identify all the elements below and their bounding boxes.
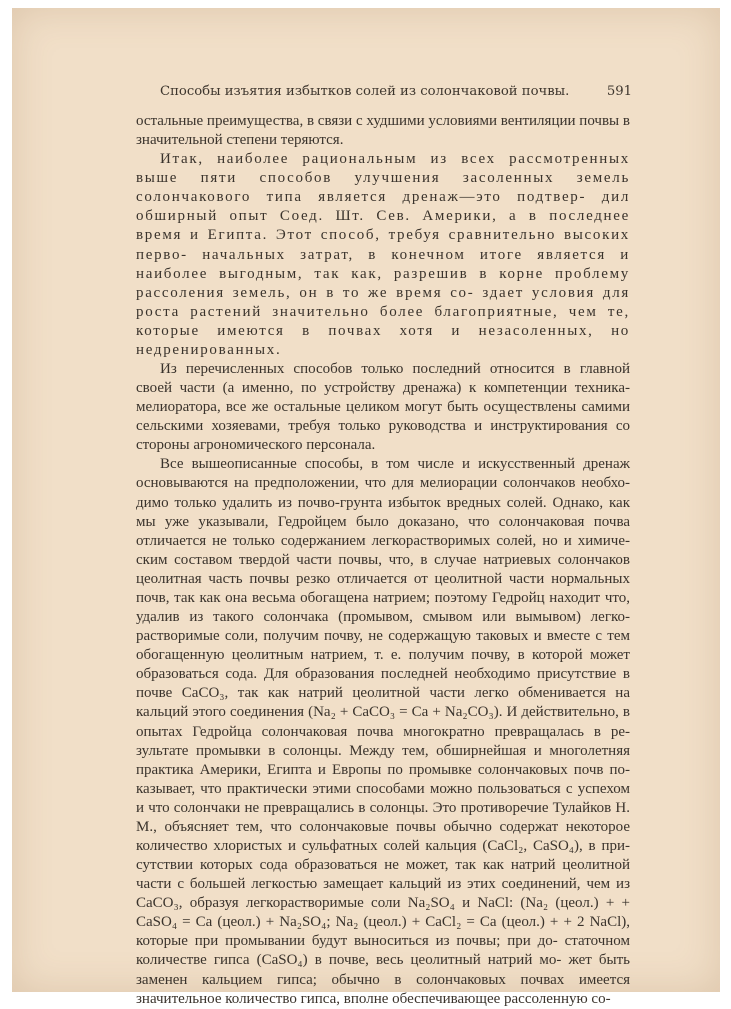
text-line: зультате промывки в солонцы. Между тем, обширнейшая и многолетняя	[136, 742, 630, 759]
text-line: Все вышеописанные способы, в том числе и искусственный дренаж	[160, 456, 630, 473]
text-line: выше пяти способов улучшения засоленных земель	[136, 170, 630, 187]
text-line: растворимые соли, получим почву, не содержащую таковых и вместе с тем	[136, 628, 630, 645]
text-line: Н. М., объясняет тем, что солончаковые почвы обычно содержат некоторое	[136, 799, 631, 835]
page-number: 591	[606, 84, 632, 99]
text-line: своей части (а именно, по устройству дренажа) к компетенции техника-	[136, 380, 630, 397]
text-line: в значительной степени теряются.	[136, 113, 630, 149]
text-line: как, разрешив в корне проблему рассоления земель, он в то же время со-	[136, 265, 630, 301]
text-line: дил обширный опыт Соед. Шт. Сев. Америки, а в последнее	[136, 189, 631, 225]
text-line: остальные преимущества, в связи с худшими условиями вентиляции почвы	[136, 113, 620, 129]
text-line: обогащенную цеолитным натрием, т. е. получим почву, в которой может	[136, 647, 630, 664]
text-line: ским составом твердой части почвы, что, в случае натриевых солончаков	[136, 551, 630, 568]
text-line: начальных затрат, в конечном итоге является и наиболее выгодным, так	[136, 246, 630, 282]
text-line: и что солончаки не превращались в солонцы. Это противоречие Тулайков	[136, 799, 612, 816]
text-line: мелиоратора, все же остальные целиком могут быть осуществлены самими	[136, 399, 630, 416]
paragraph-1	[136, 112, 630, 150]
text-line: жет быть заменен кальцием гипса; обычно в солончаковых почвах имеется	[136, 952, 630, 988]
running-title: Способы изъятия избытков солей из солончаковой почвы.	[160, 84, 570, 99]
text-line: почв, так как она весьма обогащена натрием; поэтому Гедройц находит	[136, 589, 601, 606]
text-line: части с большей легкостью замещает кальций из этих соединений, чем из	[136, 876, 630, 893]
text-line: в опытах Гедройца солончаковая почва многократно превращалась в ре-	[136, 704, 630, 740]
text-line: + CaSO₄ = Ca (цеол.) + Na₂SO₄; Na₂ (цеол.) + CaCl₂ = Ca (цеол.) +	[136, 895, 630, 931]
text-line: основываются на предположении, что для мелиорации солончаков необхо-	[136, 475, 630, 492]
text-line: цеолитная часть почвы резко отличается от цеолитной части нормальных	[136, 570, 630, 587]
text-line: стороны агрономического персонала.	[136, 437, 376, 454]
text-line: Из перечисленных способов только последний относится в главной	[160, 361, 630, 378]
text-line: статочном количестве гипса (CaSO₄) в почве, весь цеолитный натрий мо-	[136, 933, 631, 969]
text-line: Итак, наиболее рациональным из всех рассмотренных	[160, 151, 630, 168]
book-page	[12, 8, 720, 1007]
text-line: димо только удалить из почво-грунта избыток вредных солей. Однако, как	[136, 494, 630, 511]
paragraph-3	[136, 360, 630, 455]
text-line: значительное количество гипса, вполне обеспечивающее рассоленную со-	[136, 990, 611, 1007]
text-line: что, удалив из такого солончака (промывом, смывом или вымывом) легко-	[136, 589, 630, 626]
text-line: кальций этого соединения (Na₂ + CaCO₃ = Ca + Na₂CO₃). И действительно,	[136, 704, 619, 721]
text-line: казывает, что практически этими способами можно пользоваться с успехом	[136, 780, 630, 797]
text-line: те, которые имеются в почвах хотя и незасоленных, но недренированных.	[136, 303, 630, 358]
text-line: сутствии которых сода образоваться не может, так как натрий цеолитной	[136, 857, 630, 874]
text-line: практика Америки, Египта и Европы по промывке солончаковых почв по-	[136, 761, 630, 778]
text-line: + 2 NaCl), которые при промывании будут выноситься из почвы; при до-	[136, 914, 631, 950]
text-line: почве CaCO₃, так как натрий цеолитной части легко обменивается на	[136, 685, 630, 702]
text-line: образоваться сода. Для образования последней необходимо присутствие в	[136, 666, 630, 683]
text-line: отличается не только содержанием легкорастворимых солей, но и химиче-	[136, 532, 630, 549]
paragraph-2	[136, 150, 630, 360]
text-line: сельскими хозяевами, требуя только руководства и инструктирования со	[136, 418, 630, 435]
text-line: солончакового типа является дренаж—это подтвер-	[136, 189, 587, 206]
body-text	[136, 112, 630, 1009]
text-line: количество хлористых и сульфатных солей кальция (CaCl₂, CaSO₄), в при-	[136, 837, 630, 854]
text-line: мы уже указывали, Гедройцем было доказано, что солончаковая почва	[136, 513, 630, 530]
text-line: время и Египта. Этот способ, требуя сравнительно высоких перво-	[136, 227, 630, 263]
text-line: CaCO₃, образуя легкорастворимые соли Na₂SO₄ и NaCl: (Na₂ (цеол.) +	[136, 895, 615, 912]
text-line: здает условия для роста растений значительно более благоприятные, чем	[136, 284, 631, 320]
paragraph-4	[136, 455, 630, 1008]
